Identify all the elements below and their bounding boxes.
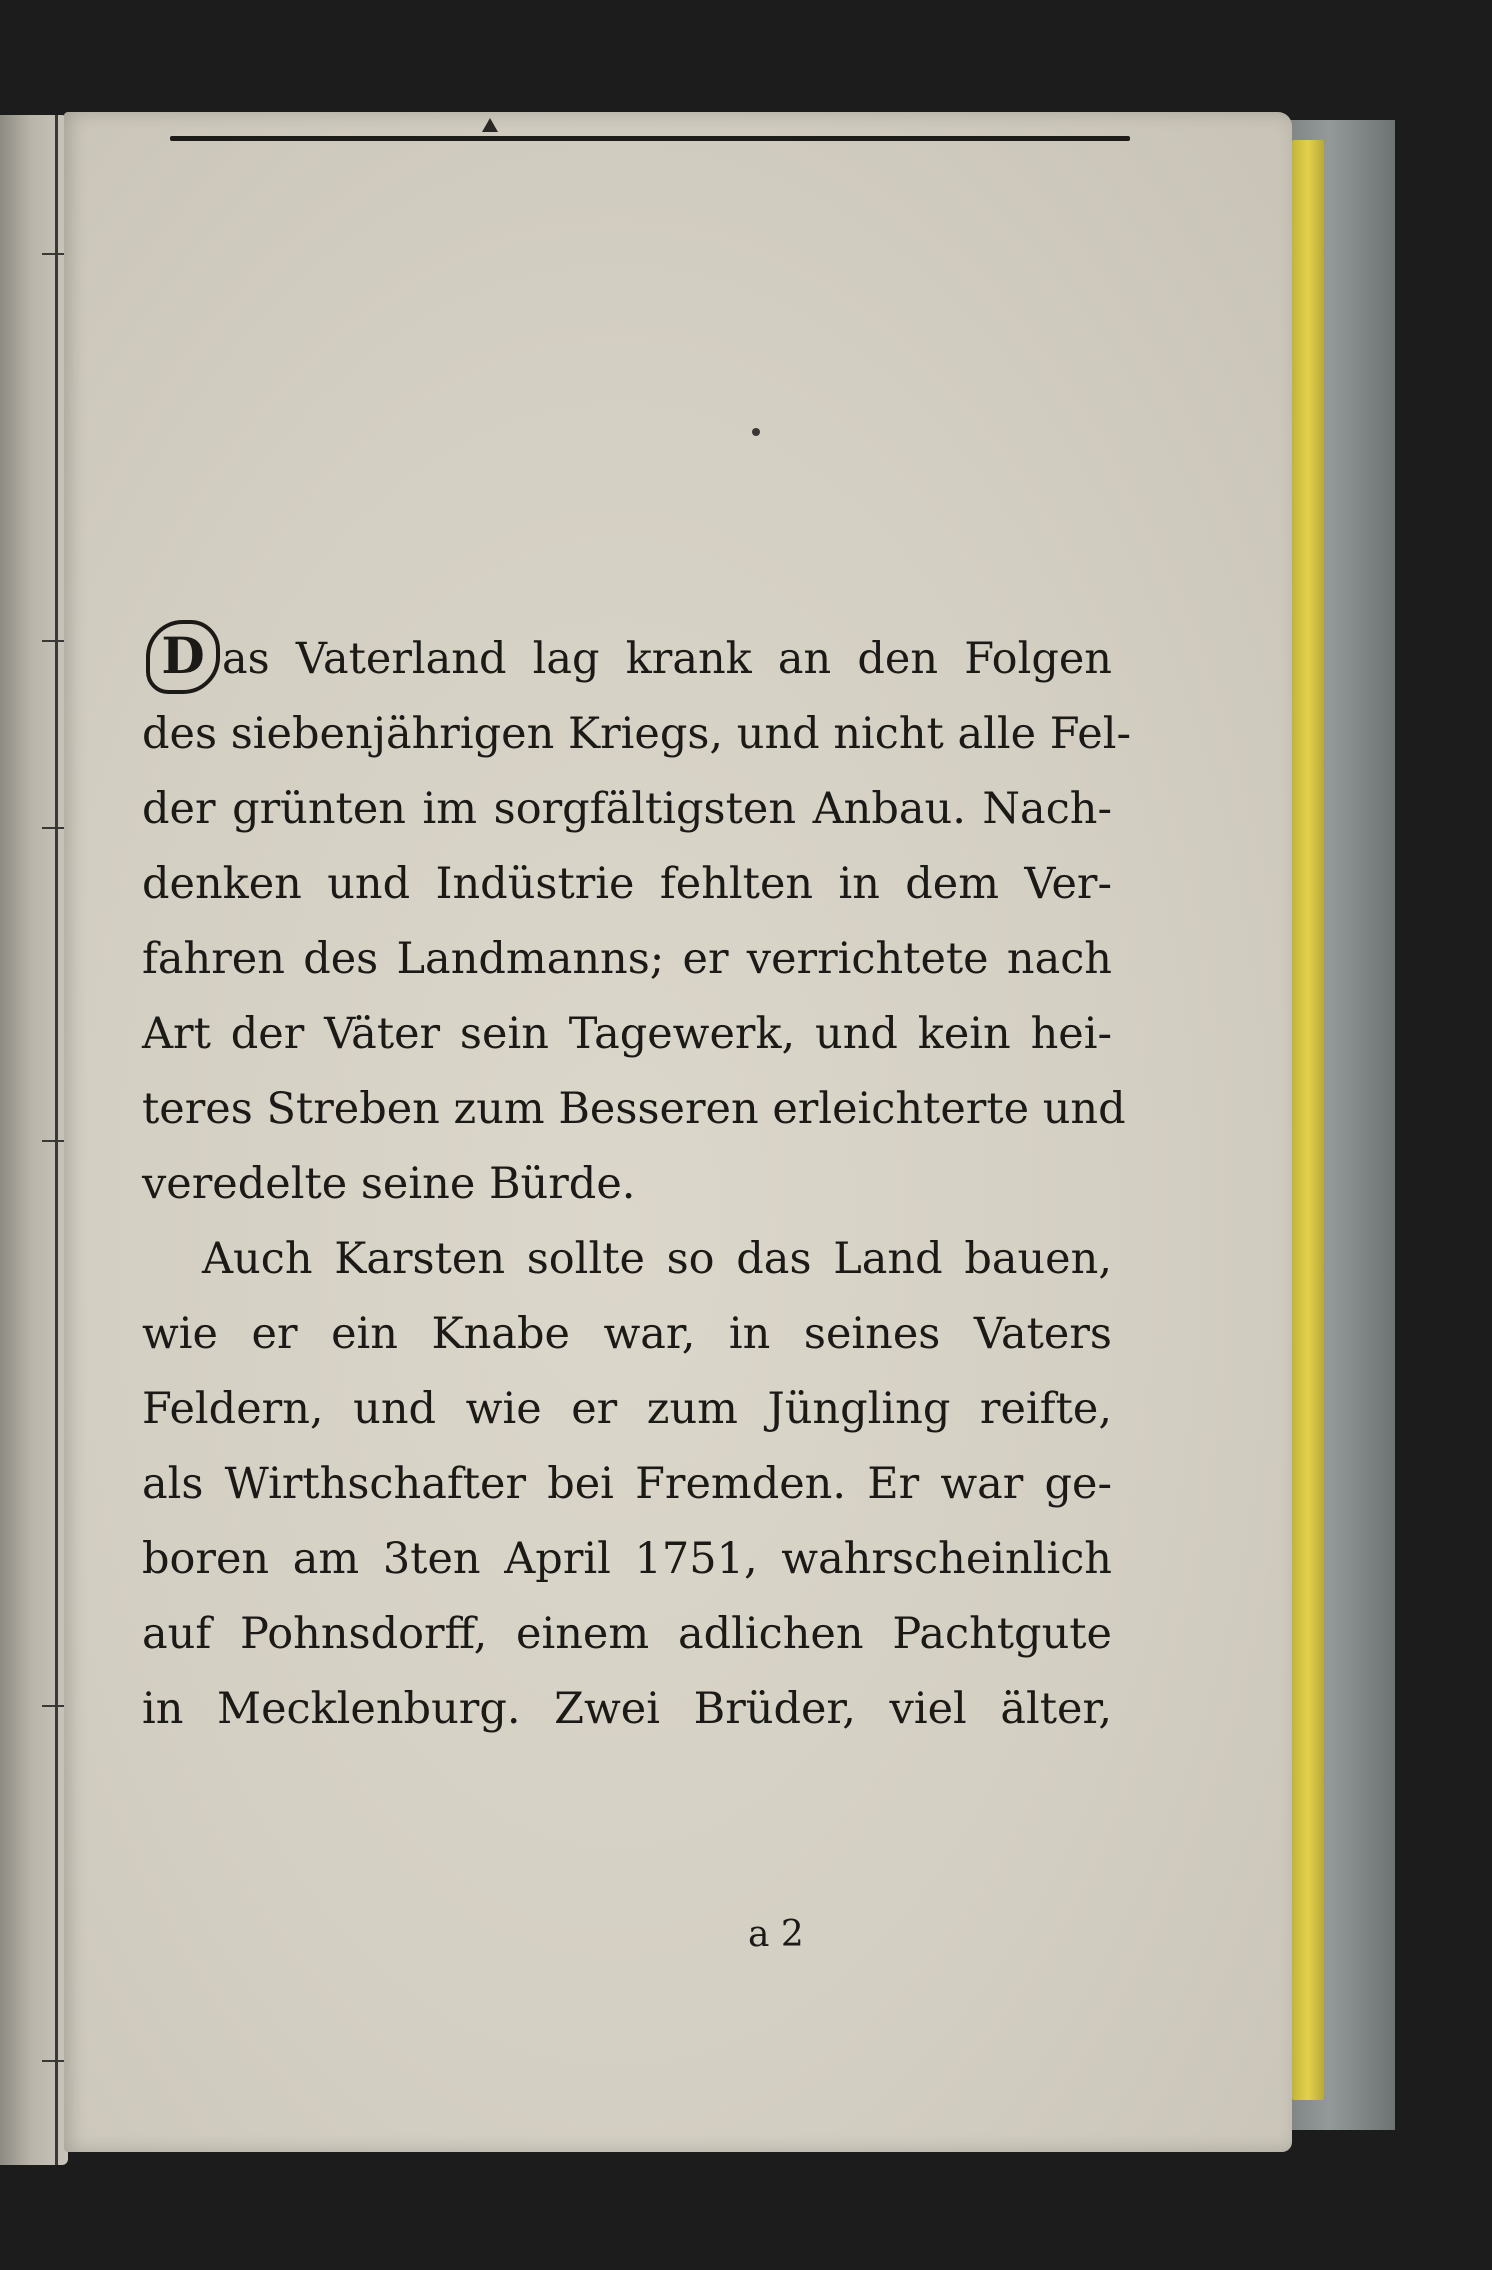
text-line: boren am 3ten April 1751, wahrscheinlich (142, 1534, 1112, 1584)
text-line: veredelte seine Bürde. (142, 1159, 636, 1209)
text-line: fahren des Landmanns; er verrichtete nach (142, 934, 1112, 984)
header-ornament (482, 118, 498, 132)
text-line: as Vaterland lag krank an den Folgen (222, 634, 1112, 684)
text-line: teres Streben zum Besseren erleichterte und (142, 1084, 1126, 1134)
signature-mark: a 2 (748, 1914, 804, 1955)
page-speck (752, 428, 760, 436)
text-line: denken und Indüstrie fehlten in dem Ver- (142, 859, 1112, 909)
text-line: der grünten im sorgfältigsten Anbau. Nach- (142, 784, 1112, 834)
text-line: Art der Väter sein Tagewerk, und kein hei- (142, 1009, 1112, 1059)
text-line: Feldern, und wie er zum Jüngling reifte, (142, 1384, 1112, 1434)
text-line: Auch Karsten sollte so das Land bauen, (202, 1234, 1112, 1284)
text-line: in Mecklenburg. Zwei Brüder, viel älter, (142, 1684, 1112, 1734)
body-text (142, 622, 1131, 1747)
gilt-page-edge (1292, 140, 1324, 2100)
drop-initial: D (146, 620, 220, 694)
text-line: auf Pohnsdorff, einem adlichen Pachtgute (142, 1609, 1112, 1659)
text-line: als Wirthschafter bei Fremden. Er war ge- (142, 1459, 1112, 1509)
text-line: des siebenjährigen Kriegs, und nicht alle Fel- (142, 709, 1131, 759)
text-line: wie er ein Knabe war, in seines Vaters (142, 1309, 1112, 1359)
facing-page-edge (0, 115, 68, 2165)
header-rule (170, 136, 1130, 141)
